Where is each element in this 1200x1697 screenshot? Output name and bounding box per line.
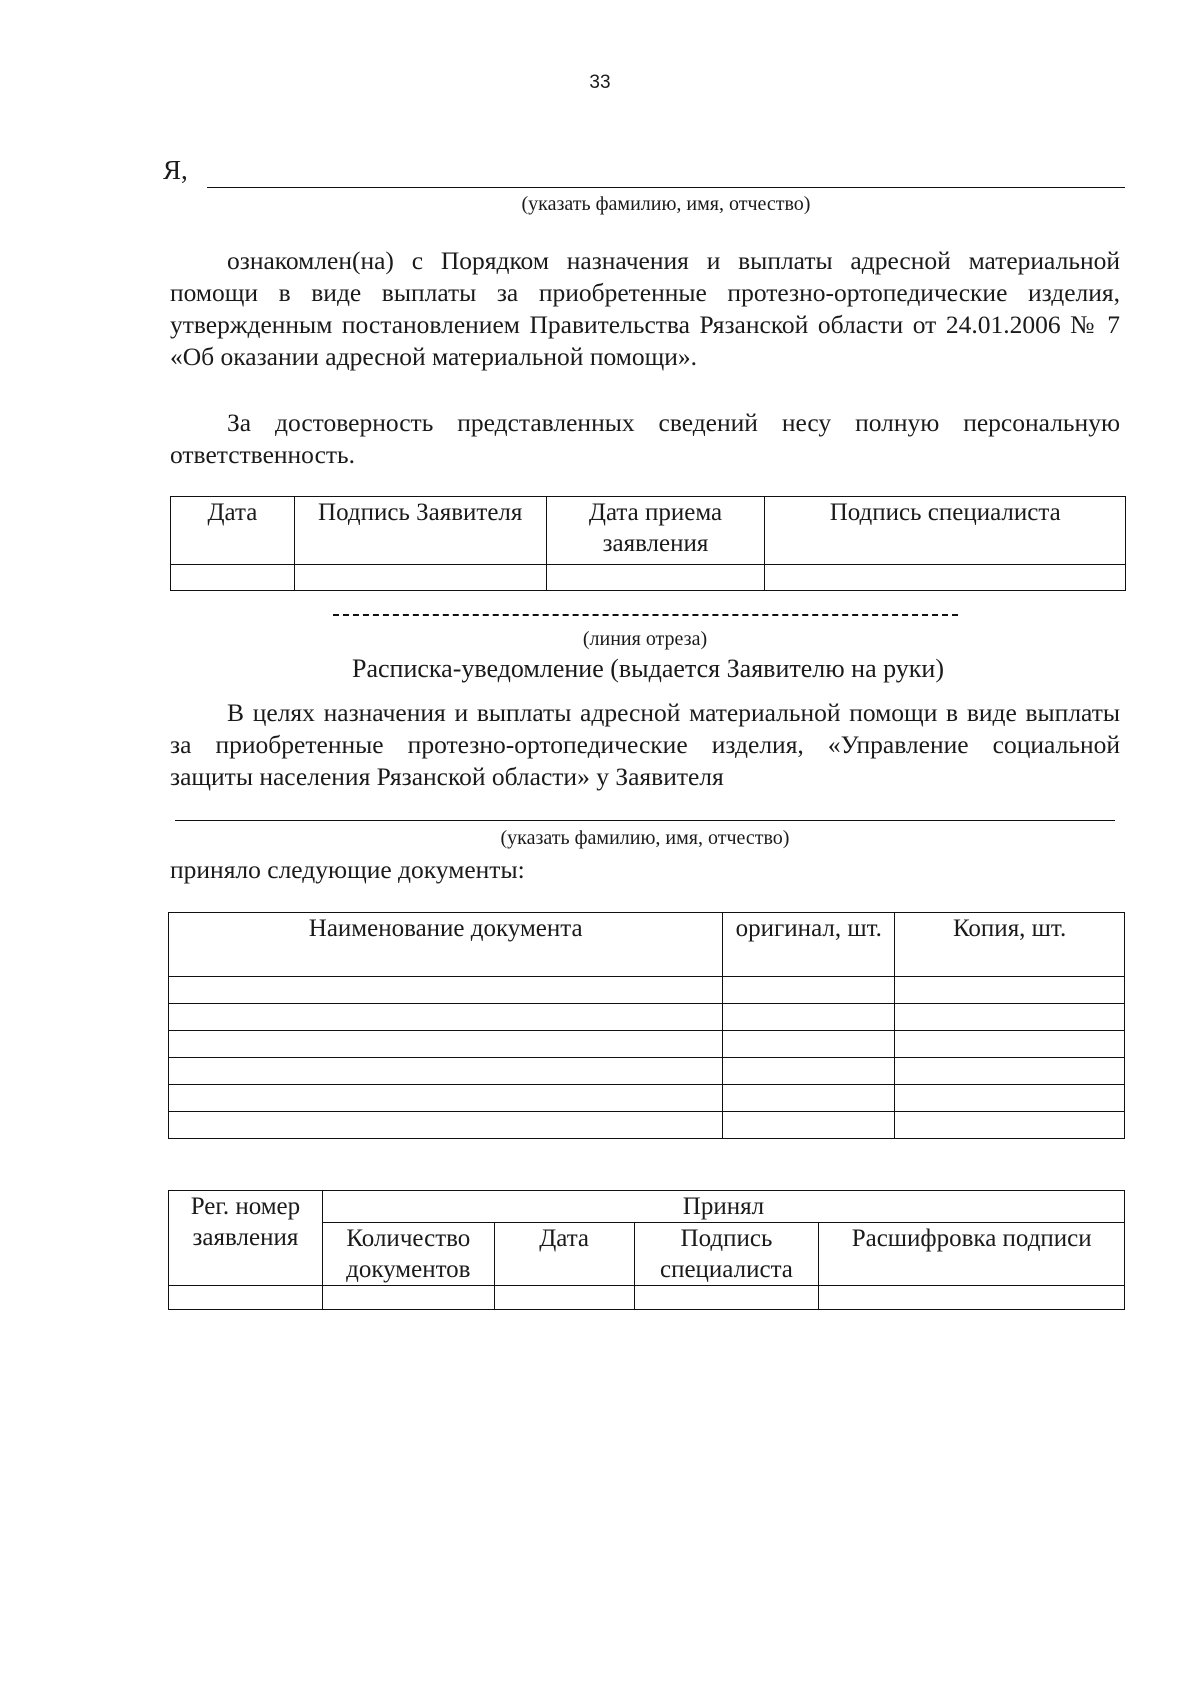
header-registration-number: Рег. номер заявления: [169, 1191, 323, 1286]
header-document-count: Количество документов: [322, 1223, 494, 1286]
documents-table: [168, 912, 1125, 1139]
accepted-documents-text: приняло следующие документы:: [170, 855, 525, 884]
name-line[interactable]: [207, 187, 1125, 188]
header-acceptance-date: Дата: [494, 1223, 634, 1286]
original-count-cell[interactable]: [723, 977, 895, 1004]
document-name-cell[interactable]: [169, 1085, 723, 1112]
table-row: [169, 1112, 1125, 1139]
original-count-cell[interactable]: [723, 1004, 895, 1031]
statement-paragraph: ознакомлен(на) с Порядком назначения и выплаты адресной материальной помощи в виде выплаты за приобретенные протезно-ортопедические изделия, утвержденным постановлением Правительства Рязанской области от 24.01.2006 № 7 «Об оказании адресной материальной помощи».: [170, 246, 1120, 371]
document-name-cell[interactable]: [169, 1112, 723, 1139]
table-row: [169, 1004, 1125, 1031]
copy-count-cell[interactable]: [895, 1085, 1125, 1112]
header-accepted: Принял: [322, 1191, 1124, 1223]
document-name-cell[interactable]: [169, 1058, 723, 1085]
signature-transcript-cell[interactable]: [819, 1286, 1125, 1310]
page-number: 33: [589, 72, 611, 93]
registration-number-cell[interactable]: [169, 1286, 323, 1310]
header-date: Дата: [171, 497, 295, 565]
table-row: [169, 977, 1125, 1004]
document-name-cell[interactable]: [169, 1031, 723, 1058]
signature-table: [170, 496, 1126, 591]
header-original-count: оригинал, шт.: [723, 913, 895, 977]
header-copy-count: Копия, шт.: [895, 913, 1125, 977]
name-hint: (указать фамилию, имя, отчество): [521, 193, 811, 215]
original-count-cell[interactable]: [723, 1112, 895, 1139]
cut-line: [333, 614, 958, 616]
header-specialist-signature: Подпись специалиста: [634, 1223, 819, 1286]
registration-table: [168, 1190, 1125, 1310]
document-name-cell[interactable]: [169, 977, 723, 1004]
copy-count-cell[interactable]: [895, 1058, 1125, 1085]
original-count-cell[interactable]: [723, 1058, 895, 1085]
cell-specialist-signature[interactable]: [765, 565, 1126, 591]
header-applicant-signature: Подпись Заявителя: [294, 497, 546, 565]
table-row: [169, 1031, 1125, 1058]
header-document-name: Наименование документа: [169, 913, 723, 977]
responsibility-paragraph: За достоверность представленных сведений несу полную персональную ответственность.: [170, 408, 1120, 469]
header-signature-transcript: Расшифровка подписи: [819, 1223, 1125, 1286]
applicant-name-hint: (указать фамилию, имя, отчество): [500, 827, 790, 849]
document-count-cell[interactable]: [322, 1286, 494, 1310]
copy-count-cell[interactable]: [895, 977, 1125, 1004]
header-acceptance-date: Дата приема заявления: [546, 497, 765, 565]
cut-line-label: (линия отреза): [582, 628, 708, 650]
applicant-name-line[interactable]: [175, 820, 1115, 821]
specialist-signature-cell[interactable]: [634, 1286, 819, 1310]
header-specialist-signature: Подпись специалиста: [765, 497, 1126, 565]
cell-date[interactable]: [171, 565, 295, 591]
copy-count-cell[interactable]: [895, 1004, 1125, 1031]
receipt-title: Расписка-уведомление (выдается Заявителю на руки): [352, 654, 944, 683]
intro-prefix: Я,: [163, 155, 188, 185]
table-row: [169, 1058, 1125, 1085]
receipt-paragraph: В целях назначения и выплаты адресной материальной помощи в виде выплаты за приобретенные протезно-ортопедические изделия, «Управление социальной защиты населения Рязанской области» у Заявителя: [170, 698, 1120, 791]
acceptance-date-cell[interactable]: [494, 1286, 634, 1310]
table-row: [169, 1085, 1125, 1112]
copy-count-cell[interactable]: [895, 1031, 1125, 1058]
document-name-cell[interactable]: [169, 1004, 723, 1031]
cell-applicant-signature[interactable]: [294, 565, 546, 591]
cell-acceptance-date[interactable]: [546, 565, 765, 591]
original-count-cell[interactable]: [723, 1085, 895, 1112]
original-count-cell[interactable]: [723, 1031, 895, 1058]
copy-count-cell[interactable]: [895, 1112, 1125, 1139]
